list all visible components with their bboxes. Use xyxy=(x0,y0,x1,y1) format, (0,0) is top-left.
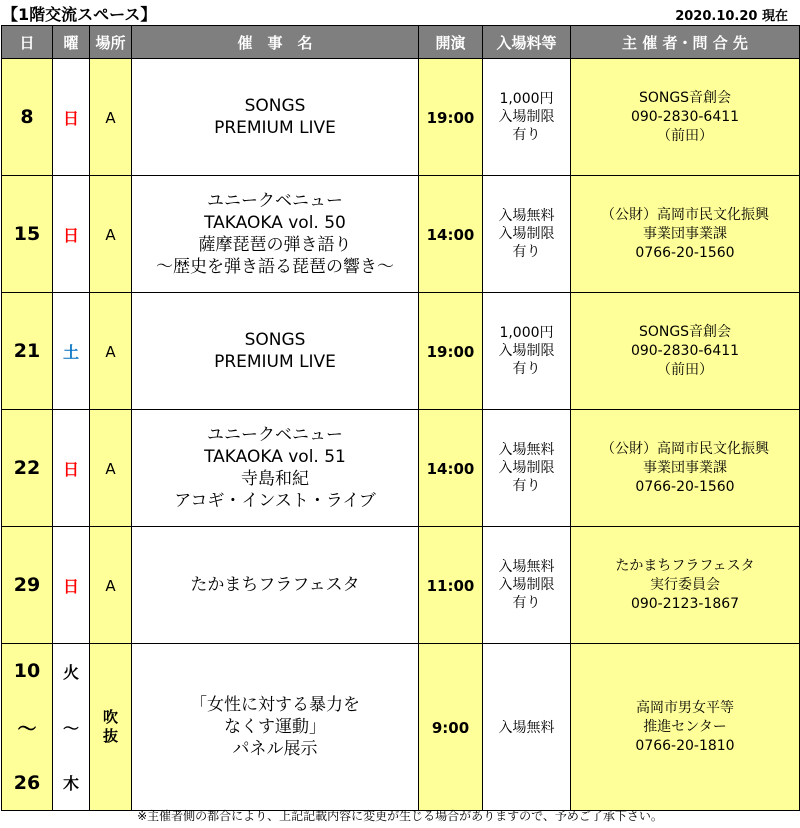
event-line: 薩摩琵琶の弾き語り xyxy=(198,235,352,255)
table-row xyxy=(2,410,800,527)
place-code: A xyxy=(105,459,116,478)
event-schedule-table xyxy=(1,25,800,811)
weekday-end: 木 xyxy=(62,774,79,793)
organizer-line: （前田） xyxy=(657,127,713,144)
organizer-line: たかまちフラフェスタ xyxy=(615,557,755,574)
event-cell xyxy=(132,59,419,176)
fee-line: 入場制限 xyxy=(498,226,555,242)
as-of-date: 2020.10.20 現在 xyxy=(675,9,788,24)
fee-line: 有り xyxy=(512,478,541,494)
top-bar xyxy=(0,0,800,26)
event-line: TAKAOKA vol. 50 xyxy=(204,213,346,233)
day-number: 29 xyxy=(13,574,41,596)
weekday-label: 土 xyxy=(62,342,79,362)
weekday-label: 日 xyxy=(62,576,79,596)
event-line: ～歴史を弾き語る琵琶の響き～ xyxy=(156,257,394,277)
fee-line: 有り xyxy=(512,244,541,260)
organizer-line: SONGS音創会 xyxy=(638,89,732,106)
organizer-line: 実行委員会 xyxy=(650,576,720,593)
start-time: 19:00 xyxy=(426,108,475,127)
col-header-time: 開演 xyxy=(419,26,483,59)
fee-cell xyxy=(483,293,571,410)
place-line: 抜 xyxy=(102,727,118,745)
place-cell xyxy=(90,293,132,410)
place-code: A xyxy=(105,576,116,595)
fee-line: 1,000円 xyxy=(499,325,554,341)
organizer-line: 090-2830-6411 xyxy=(630,342,740,359)
day-number: 15 xyxy=(13,223,41,245)
organizer-line: （公財）高岡市民文化振興 xyxy=(601,440,769,457)
event-line: ユニークベニュー xyxy=(207,191,343,211)
organizer-line: 高岡市男女平等 xyxy=(636,699,734,716)
event-line: 「女性に対する暴力を xyxy=(190,695,360,715)
weekday-label: 日 xyxy=(62,225,79,245)
place-line: 吹 xyxy=(102,708,118,726)
fee-cell xyxy=(483,644,571,811)
event-line: ユニークベニュー xyxy=(207,425,343,445)
organizer-cell xyxy=(571,527,800,644)
fee-line: 入場無料 xyxy=(498,208,555,224)
time-cell xyxy=(419,176,483,293)
day-start: 10 xyxy=(13,660,41,682)
organizer-line: 推進センター xyxy=(643,718,727,735)
fee-cell xyxy=(483,176,571,293)
col-header-day: 日 xyxy=(2,26,53,59)
day-cell xyxy=(2,410,53,527)
fee-line: 有り xyxy=(512,595,541,611)
event-line: PREMIUM LIVE xyxy=(214,352,336,372)
table-row xyxy=(2,527,800,644)
day-number: 22 xyxy=(13,457,41,479)
start-time: 11:00 xyxy=(426,576,475,595)
fee-line: 入場制限 xyxy=(498,460,555,476)
place-cell xyxy=(90,176,132,293)
place-cell xyxy=(90,59,132,176)
day-cell xyxy=(2,644,53,811)
day-number: 21 xyxy=(13,340,41,362)
weekday-label: 日 xyxy=(62,108,79,128)
table-row-period xyxy=(2,644,800,811)
col-header-fee: 入場料等 xyxy=(483,26,571,59)
weekday-cell xyxy=(53,59,90,176)
fee-line: 1,000円 xyxy=(499,91,554,107)
time-cell xyxy=(419,293,483,410)
weekday-cell xyxy=(53,644,90,811)
day-cell xyxy=(2,176,53,293)
weekday-cell xyxy=(53,410,90,527)
fee-line: 有り xyxy=(512,361,541,377)
place-code: A xyxy=(105,225,116,244)
weekday-cell xyxy=(53,527,90,644)
start-time: 19:00 xyxy=(426,342,475,361)
col-header-event: 催 事 名 xyxy=(132,26,419,59)
organizer-cell xyxy=(571,644,800,811)
organizer-line: （前田） xyxy=(657,361,713,378)
organizer-line: （公財）高岡市民文化振興 xyxy=(601,206,769,223)
time-cell xyxy=(419,644,483,811)
start-time: 14:00 xyxy=(426,459,475,478)
day-number: 8 xyxy=(20,106,34,128)
weekday-cell xyxy=(53,293,90,410)
event-cell xyxy=(132,644,419,811)
place-cell xyxy=(90,527,132,644)
start-time: 14:00 xyxy=(426,225,475,244)
footnote: ※主催者側の都合により、上記記載内容に変更が生じる場合がありますので、予めご了承下さい。 xyxy=(137,809,663,823)
organizer-line: 0766-20-1810 xyxy=(635,737,735,754)
event-cell xyxy=(132,176,419,293)
event-line: SONGS xyxy=(244,330,306,350)
event-line: PREMIUM LIVE xyxy=(214,118,336,138)
section-title: 【1階交流スペース】 xyxy=(2,5,157,24)
organizer-line: 090-2830-6411 xyxy=(630,108,740,125)
weekday-cell xyxy=(53,176,90,293)
event-line: たかまちフラフェスタ xyxy=(190,575,360,595)
place-cell xyxy=(90,410,132,527)
organizer-cell xyxy=(571,410,800,527)
event-line: アコギ・インスト・ライブ xyxy=(174,491,376,511)
col-header-organizer: 主 催 者・問 合 先 xyxy=(571,26,800,59)
organizer-cell xyxy=(571,59,800,176)
place-code: A xyxy=(105,342,116,361)
fee-line: 入場制限 xyxy=(498,343,555,359)
event-line: パネル展示 xyxy=(232,739,318,759)
event-line: なくす運動」 xyxy=(224,717,326,737)
table-row xyxy=(2,293,800,410)
event-cell xyxy=(132,293,419,410)
col-header-weekday: 曜 xyxy=(53,26,90,59)
fee-cell xyxy=(483,410,571,527)
event-line: SONGS xyxy=(244,96,306,116)
weekday-start: 火 xyxy=(62,663,79,682)
fee-cell xyxy=(483,59,571,176)
start-time: 9:00 xyxy=(431,718,470,737)
organizer-cell xyxy=(571,176,800,293)
fee-line: 入場制限 xyxy=(498,577,555,593)
weekday-separator: ～ xyxy=(62,718,79,738)
fee-line: 入場無料 xyxy=(498,442,555,458)
organizer-line: SONGS音創会 xyxy=(638,323,732,340)
header-row xyxy=(2,26,800,59)
organizer-line: 事業団事業課 xyxy=(643,225,727,242)
organizer-line: 090-2123-1867 xyxy=(630,595,740,612)
weekday-label: 日 xyxy=(62,459,79,479)
place-cell xyxy=(90,644,132,811)
table-row xyxy=(2,176,800,293)
fee-cell xyxy=(483,527,571,644)
time-cell xyxy=(419,527,483,644)
day-separator: ～ xyxy=(17,717,37,740)
organizer-line: 0766-20-1560 xyxy=(635,244,735,261)
fee-line: 入場無料 xyxy=(498,559,555,575)
col-header-place: 場所 xyxy=(90,26,132,59)
organizer-line: 事業団事業課 xyxy=(643,459,727,476)
day-cell xyxy=(2,527,53,644)
event-cell xyxy=(132,527,419,644)
fee-line: 入場制限 xyxy=(498,109,555,125)
event-cell xyxy=(132,410,419,527)
day-cell xyxy=(2,59,53,176)
time-cell xyxy=(419,59,483,176)
organizer-line: 0766-20-1560 xyxy=(635,478,735,495)
day-cell xyxy=(2,293,53,410)
fee-line: 有り xyxy=(512,127,541,143)
organizer-cell xyxy=(571,293,800,410)
place-code: A xyxy=(105,108,116,127)
table-row xyxy=(2,59,800,176)
time-cell xyxy=(419,410,483,527)
event-line: 寺島和紀 xyxy=(241,469,309,489)
fee-text: 入場無料 xyxy=(498,720,555,736)
day-end: 26 xyxy=(13,772,41,794)
event-line: TAKAOKA vol. 51 xyxy=(204,447,346,467)
